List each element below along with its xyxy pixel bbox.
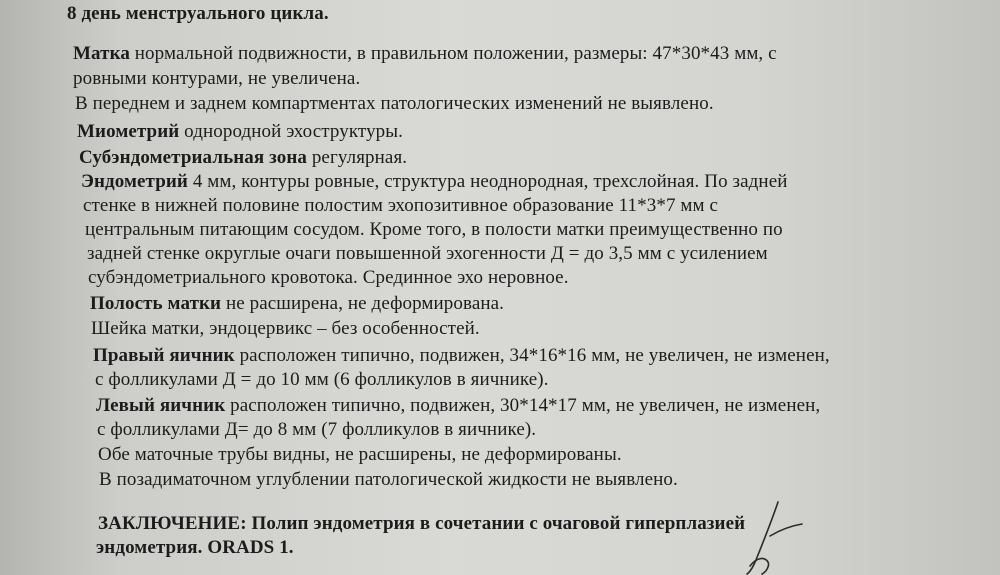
conclusion-line-2: эндометрия. ORADS 1. <box>96 537 294 558</box>
conclusion-line-1: ЗАКЛЮЧЕНИЕ: Полип эндометрия в сочетании с очаговой гиперплазией <box>98 513 746 534</box>
endometrium-line-1 <box>81 171 788 193</box>
uterus-line-2: ровными контурами, не увеличена. <box>73 68 361 89</box>
right-ovary-text-1: расположен типично, подвижен, 34*16*16 мм, не увеличен, не изменен, <box>234 345 830 366</box>
cavity-line <box>90 293 504 315</box>
endometrium-text-1: 4 мм, контуры ровные, структура неоднородная, трехслойная. По задней <box>187 171 788 192</box>
endometrium-label: Эндометрий <box>81 171 188 192</box>
uterus-line-1 <box>73 43 777 65</box>
left-ovary-line-2: с фолликулами Д= до 8 мм (7 фолликулов в яичнике). <box>97 419 537 440</box>
left-ovary-line-1 <box>96 395 820 417</box>
douglas-line: В позадиматочном углублении патологической жидкости не выявлено. <box>99 469 678 490</box>
subendometrial-text: регулярная. <box>306 147 408 168</box>
myometrium-text: однородной эхоструктуры. <box>179 121 403 142</box>
uterus-text-1: нормальной подвижности, в правильном положении, размеры: 47*30*43 мм, с <box>129 43 777 64</box>
subendometrial-label: Субэндометриальная зона <box>79 147 307 168</box>
cavity-label: Полость матки <box>90 293 222 314</box>
handwritten-signature-icon <box>720 500 840 575</box>
document-heading: 8 день менструального цикла. <box>67 3 329 24</box>
compartments-line: В переднем и заднем компартментах патологических изменений не выявлено. <box>75 93 714 114</box>
cervix-line: Шейка матки, эндоцервикс – без особенностей. <box>91 318 480 339</box>
endometrium-line-3: центральным питающим сосудом. Кроме того, в полости матки преимущественно по <box>85 219 783 240</box>
left-ovary-text-1: расположен типично, подвижен, 30*14*17 мм, не увеличен, не изменен, <box>225 395 821 416</box>
endometrium-line-4: задней стенке округлые очаги повышенной эхогенности Д = до 3,5 мм с усилением <box>87 243 768 264</box>
myometrium-line <box>77 121 403 143</box>
endometrium-line-5: субэндометриального кровотока. Срединное эхо неровное. <box>88 267 569 288</box>
endometrium-line-2: стенке в нижней половине полостим эхопозитивное образование 11*3*7 мм с <box>83 195 719 216</box>
subendometrial-line <box>79 147 407 169</box>
right-ovary-line-2: с фолликулами Д = до 10 мм (6 фолликулов в яичнике). <box>95 369 549 390</box>
right-ovary-line-1 <box>93 345 830 367</box>
left-ovary-label: Левый яичник <box>96 395 226 416</box>
uterus-label: Матка <box>73 43 130 64</box>
myometrium-label: Миометрий <box>77 121 180 142</box>
tubes-line: Обе маточные трубы видны, не расширены, не деформированы. <box>98 444 622 465</box>
cavity-text: не расширена, не деформирована. <box>221 293 505 314</box>
right-ovary-label: Правый яичник <box>93 345 235 366</box>
